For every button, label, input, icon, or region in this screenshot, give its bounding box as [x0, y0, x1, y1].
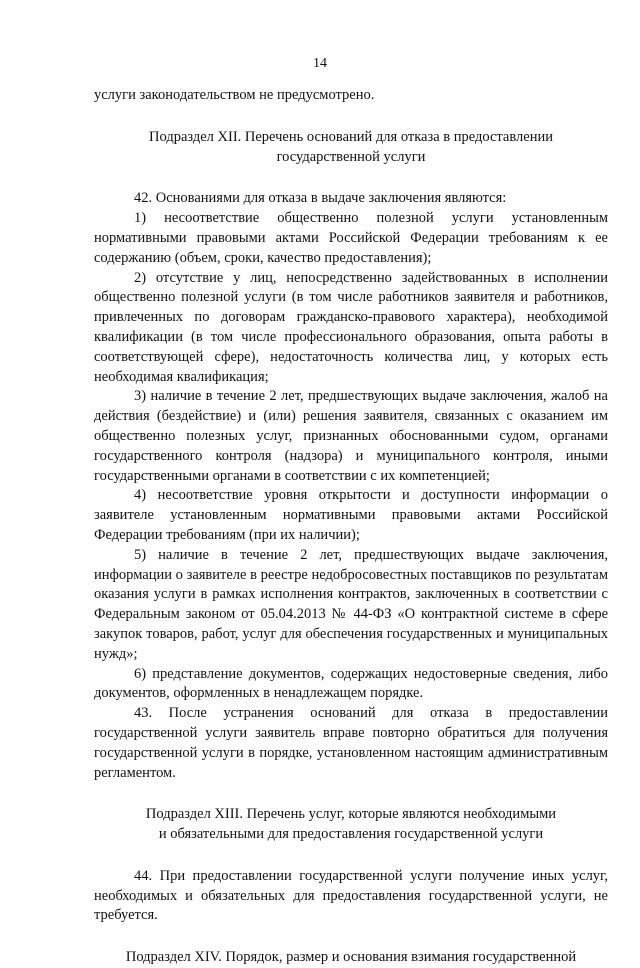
subsection-12-heading-line1: Подраздел XII. Перечень оснований для отказа в предоставлении	[149, 128, 553, 145]
paragraph-42-item-2: 2) отсутствие у лиц, непосредственно задействованных в исполнении общественно полезной услуги (в том числе работников заявителя и работников, привлеченных по договорам гражданско-правового характера), необходимой квалификации (в том числе профессионального образования, опыта работы в соответствующей сфере), недостаточность количества лиц, у которых есть необходимая квалификация;	[94, 269, 608, 385]
subsection-14-heading-line1: Подраздел XIV. Порядок, размер и основания взимания государственной	[125, 949, 577, 966]
paragraph-42-item-3: 3) наличие в течение 2 лет, предшествующих выдаче заключения, жалоб на действия (бездействие) и (или) решения заявителя, связанных с оказанием им общественно полезных услуг, признанных обоснованными судом, органами государственного контроля (надзора) и муниципального контроля, иными государственными органами в соответствии с их компетенцией;	[94, 388, 608, 484]
subsection-13-heading-line2: и обязательными для предоставления государственной услуги	[158, 826, 544, 843]
paragraph-42-item-6: 6) представление документов, содержащих недостоверные сведения, либо документов, оформленных в ненадлежащем порядке.	[94, 665, 608, 702]
paragraph-43: 43. После устранения оснований для отказа в предоставлении государственной услуги заявитель вправе повторно обратиться для получения государственной услуги в порядке, установленном настоящим административным регламентом.	[94, 705, 608, 781]
subsection-12-heading-line2: государственной услуги	[276, 148, 426, 165]
paragraph-42-item-4: 4) несоответствие уровня открытости и доступности информации о заявителе установленным нормативными правовыми актами Российской Федерации требованиям (при их наличии);	[94, 487, 608, 543]
paragraph-44: 44. При предоставлении государственной услуги получение иных услуг, необходимых и обязательных для предоставления государственной услуги, не требуется.	[94, 867, 608, 924]
paragraph-42-item-1: 1) несоответствие общественно полезной услуги установленным нормативными правовыми актами Российской Федерации требованиям к ее содержанию (объем, сроки, качество предоставления);	[94, 210, 608, 266]
intro-line: услуги законодательством не предусмотрено.	[94, 87, 375, 103]
paragraph-42-item-5: 5) наличие в течение 2 лет, предшествующих выдаче заключения, информации о заявителе в реестре недобросовестных поставщиков по результатам оказания услуги в рамках исполнения контрактов, заключенных в соответствии с Федеральным законом от 05.04.2013 № 44-ФЗ «О контрактной системе в сфере закупок товаров, работ, услуг для обеспечения государственных и муниципальных нужд»;	[94, 546, 608, 662]
subsection-13-heading-line1: Подраздел XIII. Перечень услуг, которые являются необходимыми	[145, 806, 557, 823]
page-number: 14	[313, 56, 327, 71]
page-content	[94, 86, 608, 968]
paragraph-42-intro: 42. Основаниями для отказа в выдаче заключения являются:	[134, 190, 507, 207]
